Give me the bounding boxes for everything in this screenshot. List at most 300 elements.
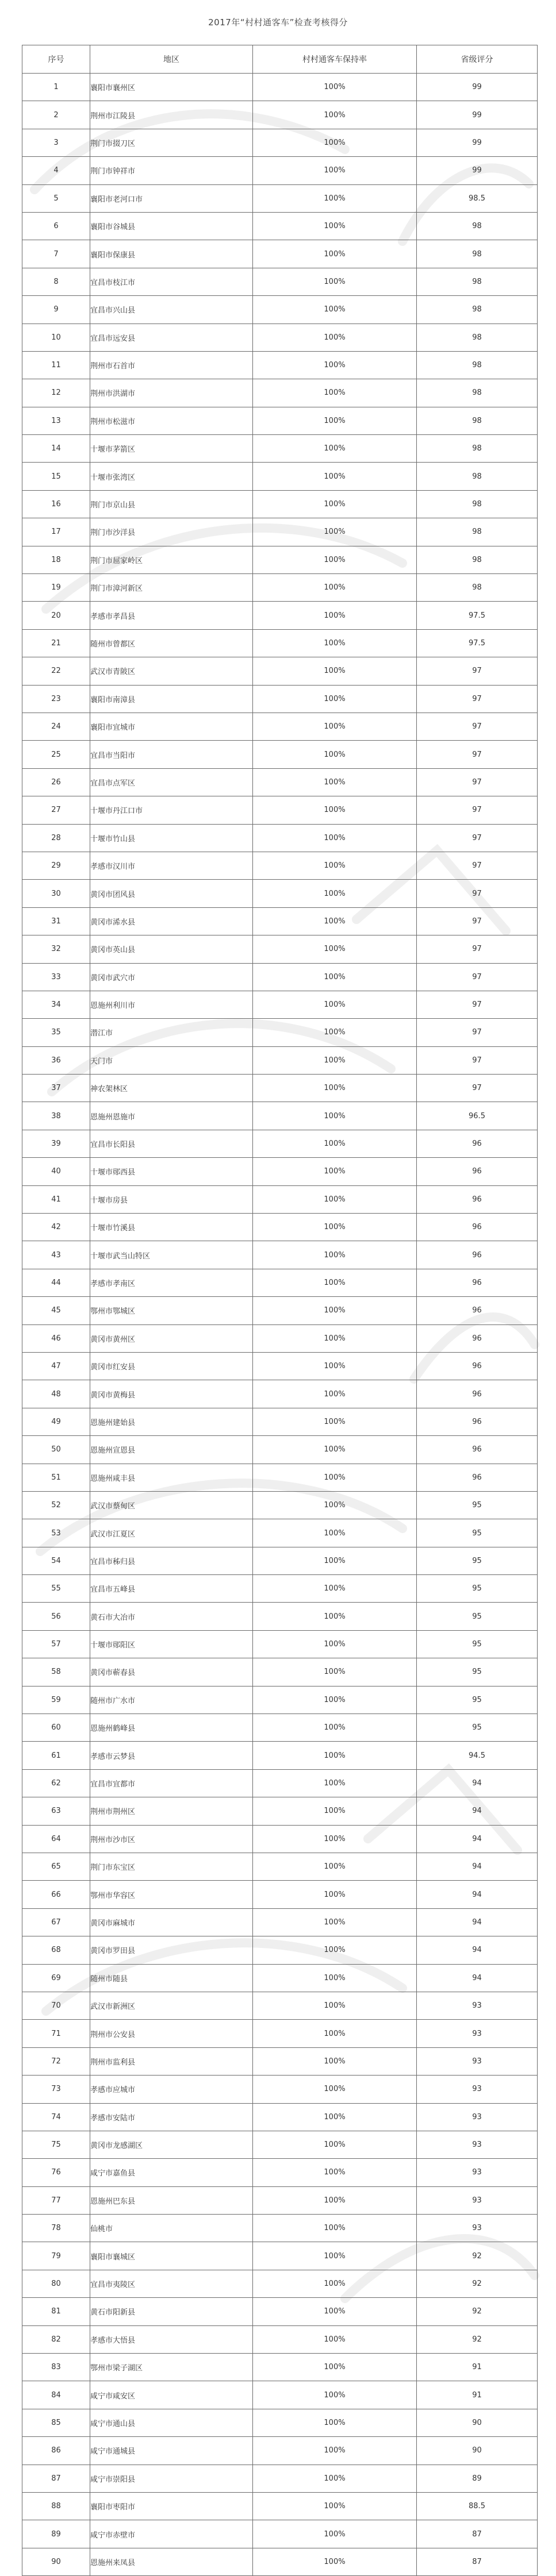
row-region: 鄂州市华容区 (90, 1881, 253, 1908)
row-number: 52 (22, 1491, 90, 1519)
row-rate: 100% (253, 2047, 417, 2075)
table-row (22, 685, 538, 713)
table-row (22, 2437, 538, 2465)
table-row (22, 2131, 538, 2158)
row-region: 荆门市京山县 (90, 490, 253, 518)
table-row (22, 1603, 538, 1630)
row-rate: 100% (253, 1964, 417, 1992)
row-region: 仙桃市 (90, 2215, 253, 2242)
row-score: 94 (417, 1797, 538, 1825)
row-score: 96 (417, 1297, 538, 1324)
table-row (22, 1324, 538, 1352)
row-rate: 100% (253, 2020, 417, 2047)
row-region: 十堰市茅箭区 (90, 435, 253, 463)
row-rate: 100% (253, 379, 417, 407)
table-row (22, 1464, 538, 1491)
row-rate: 100% (253, 1881, 417, 1908)
row-number: 81 (22, 2298, 90, 2325)
row-rate: 100% (253, 184, 417, 212)
row-score: 93 (417, 2159, 538, 2186)
row-region: 黄冈市浠水县 (90, 907, 253, 935)
row-number: 19 (22, 574, 90, 602)
row-rate: 100% (253, 657, 417, 685)
row-number: 4 (22, 157, 90, 184)
row-number: 15 (22, 463, 90, 490)
row-number: 36 (22, 1046, 90, 1074)
row-region: 荆门市屈家岭区 (90, 546, 253, 573)
row-rate: 100% (253, 1992, 417, 2019)
table-row (22, 2381, 538, 2409)
row-score: 97.5 (417, 602, 538, 629)
row-region: 黄冈市英山县 (90, 935, 253, 963)
row-score: 94 (417, 1908, 538, 1936)
row-score: 98 (417, 574, 538, 602)
row-score: 98 (417, 212, 538, 240)
row-rate: 100% (253, 1185, 417, 1213)
row-score: 93 (417, 2186, 538, 2214)
row-region: 神农架林区 (90, 1075, 253, 1102)
row-rate: 100% (253, 268, 417, 295)
row-score: 97 (417, 1046, 538, 1074)
row-region: 襄阳市襄城区 (90, 2242, 253, 2270)
row-rate: 100% (253, 1853, 417, 1881)
row-number: 6 (22, 212, 90, 240)
row-number: 59 (22, 1686, 90, 1714)
table-row (22, 1130, 538, 1157)
row-rate: 100% (253, 463, 417, 490)
row-score: 93 (417, 2103, 538, 2131)
row-region: 天门市 (90, 1046, 253, 1074)
row-region: 宜昌市兴山县 (90, 296, 253, 324)
table-row (22, 2354, 538, 2381)
row-number: 73 (22, 2076, 90, 2103)
row-rate: 100% (253, 1547, 417, 1574)
table-row (22, 296, 538, 324)
row-rate: 100% (253, 1324, 417, 1352)
row-number: 10 (22, 324, 90, 351)
row-region: 随州市随县 (90, 1964, 253, 1992)
row-region: 咸宁市崇阳县 (90, 2465, 253, 2492)
row-rate: 100% (253, 2131, 417, 2158)
row-region: 荆州市荆州区 (90, 1797, 253, 1825)
row-score: 96 (417, 1464, 538, 1491)
row-rate: 100% (253, 1797, 417, 1825)
header-rate: 村村通客车保持率 (253, 45, 417, 74)
table-row (22, 880, 538, 907)
row-rate: 100% (253, 157, 417, 184)
table-row (22, 713, 538, 740)
table-row (22, 407, 538, 434)
row-rate: 100% (253, 2520, 417, 2548)
row-rate: 100% (253, 1714, 417, 1742)
row-rate: 100% (253, 2548, 417, 2575)
row-region: 十堰市郧阳区 (90, 1630, 253, 1658)
table-row (22, 1241, 538, 1269)
row-score: 91 (417, 2354, 538, 2381)
row-number: 39 (22, 1130, 90, 1157)
row-rate: 100% (253, 490, 417, 518)
row-rate: 100% (253, 518, 417, 546)
row-rate: 100% (253, 324, 417, 351)
table-row (22, 1102, 538, 1130)
table-row (22, 768, 538, 796)
row-region: 恩施州来凤县 (90, 2548, 253, 2575)
table-row (22, 991, 538, 1018)
row-number: 90 (22, 2548, 90, 2575)
row-number: 46 (22, 1324, 90, 1352)
row-number: 82 (22, 2325, 90, 2353)
row-rate: 100% (253, 713, 417, 740)
row-rate: 100% (253, 907, 417, 935)
table-row (22, 463, 538, 490)
row-region: 孝感市应城市 (90, 2076, 253, 2103)
row-region: 宜昌市秭归县 (90, 1547, 253, 1574)
header-score: 省级评分 (417, 45, 538, 74)
row-score: 95 (417, 1491, 538, 1519)
row-region: 襄阳市枣阳市 (90, 2492, 253, 2520)
row-score: 97.5 (417, 629, 538, 657)
row-number: 89 (22, 2520, 90, 2548)
table-row (22, 157, 538, 184)
row-rate: 100% (253, 1464, 417, 1491)
row-score: 96 (417, 1130, 538, 1157)
row-score: 93 (417, 2047, 538, 2075)
row-region: 孝感市安陆市 (90, 2103, 253, 2131)
row-number: 8 (22, 268, 90, 295)
table-row (22, 2548, 538, 2575)
table-row (22, 907, 538, 935)
row-score: 98 (417, 490, 538, 518)
table-row (22, 518, 538, 546)
table-row (22, 129, 538, 156)
row-score: 97 (417, 991, 538, 1018)
row-region: 襄阳市老河口市 (90, 184, 253, 212)
table-row (22, 2270, 538, 2297)
row-region: 十堰市张湾区 (90, 463, 253, 490)
row-score: 97 (417, 741, 538, 768)
row-score: 90 (417, 2437, 538, 2465)
row-score: 97 (417, 1019, 538, 1046)
row-rate: 100% (253, 2076, 417, 2103)
row-score: 92 (417, 2270, 538, 2297)
row-region: 恩施州建始县 (90, 1408, 253, 1435)
row-score: 94 (417, 1936, 538, 1964)
row-region: 宜昌市枝江市 (90, 268, 253, 295)
row-number: 49 (22, 1408, 90, 1435)
table-row (22, 1992, 538, 2019)
row-rate: 100% (253, 796, 417, 824)
row-region: 咸宁市通山县 (90, 2409, 253, 2436)
row-rate: 100% (253, 629, 417, 657)
table-row (22, 2215, 538, 2242)
row-rate: 100% (253, 2354, 417, 2381)
row-number: 69 (22, 1964, 90, 1992)
row-region: 潜江市 (90, 1019, 253, 1046)
table-row (22, 1075, 538, 1102)
row-region: 武汉市江夏区 (90, 1519, 253, 1547)
row-region: 宜昌市长阳县 (90, 1130, 253, 1157)
row-region: 荆州市石首市 (90, 351, 253, 379)
table-row (22, 379, 538, 407)
row-score: 95 (417, 1686, 538, 1714)
row-number: 44 (22, 1269, 90, 1296)
row-score: 98 (417, 463, 538, 490)
row-region: 咸宁市咸安区 (90, 2381, 253, 2409)
row-region: 咸宁市赤壁市 (90, 2520, 253, 2548)
row-number: 20 (22, 602, 90, 629)
table-row (22, 602, 538, 629)
row-score: 89 (417, 2465, 538, 2492)
row-rate: 100% (253, 74, 417, 101)
row-number: 61 (22, 1742, 90, 1769)
table-row (22, 240, 538, 268)
row-score: 97 (417, 796, 538, 824)
table-row (22, 1214, 538, 1241)
row-number: 28 (22, 824, 90, 852)
row-score: 91 (417, 2381, 538, 2409)
row-region: 孝感市孝南区 (90, 1269, 253, 1296)
table-row (22, 2298, 538, 2325)
row-rate: 100% (253, 1769, 417, 1797)
row-score: 87 (417, 2520, 538, 2548)
row-rate: 100% (253, 212, 417, 240)
row-region: 黄冈市武穴市 (90, 963, 253, 991)
row-number: 23 (22, 685, 90, 713)
row-rate: 100% (253, 2437, 417, 2465)
row-rate: 100% (253, 240, 417, 268)
row-number: 37 (22, 1075, 90, 1102)
row-rate: 100% (253, 2325, 417, 2353)
row-region: 襄阳市宜城市 (90, 713, 253, 740)
row-region: 荆州市沙市区 (90, 1825, 253, 1853)
row-number: 53 (22, 1519, 90, 1547)
row-region: 荆门市钟祥市 (90, 157, 253, 184)
row-region: 黄冈市罗田县 (90, 1936, 253, 1964)
table-row (22, 2076, 538, 2103)
row-rate: 100% (253, 2492, 417, 2520)
row-rate: 100% (253, 1936, 417, 1964)
row-region: 随州市曾都区 (90, 629, 253, 657)
row-region: 荆州市公安县 (90, 2020, 253, 2047)
row-rate: 100% (253, 2465, 417, 2492)
row-score: 94 (417, 1769, 538, 1797)
row-score: 94 (417, 1853, 538, 1881)
row-rate: 100% (253, 935, 417, 963)
table-row (22, 1408, 538, 1435)
row-rate: 100% (253, 296, 417, 324)
table-row (22, 1714, 538, 1742)
row-number: 79 (22, 2242, 90, 2270)
row-region: 武汉市青陂区 (90, 657, 253, 685)
row-rate: 100% (253, 1908, 417, 1936)
row-number: 54 (22, 1547, 90, 1574)
table-row (22, 2242, 538, 2270)
table-row (22, 2465, 538, 2492)
row-score: 98.5 (417, 184, 538, 212)
row-region: 随州市广水市 (90, 1686, 253, 1714)
row-score: 88.5 (417, 2492, 538, 2520)
row-rate: 100% (253, 546, 417, 573)
row-rate: 100% (253, 2270, 417, 2297)
row-rate: 100% (253, 2215, 417, 2242)
row-region: 咸宁市通城县 (90, 2437, 253, 2465)
row-score: 97 (417, 963, 538, 991)
row-number: 62 (22, 1769, 90, 1797)
row-score: 98 (417, 240, 538, 268)
row-score: 97 (417, 935, 538, 963)
row-score: 97 (417, 685, 538, 713)
row-number: 74 (22, 2103, 90, 2131)
row-number: 75 (22, 2131, 90, 2158)
row-region: 荆门市漳河新区 (90, 574, 253, 602)
row-number: 5 (22, 184, 90, 212)
table-row (22, 1769, 538, 1797)
row-region: 十堰市房县 (90, 1185, 253, 1213)
table-row (22, 1964, 538, 1992)
row-number: 72 (22, 2047, 90, 2075)
row-score: 92 (417, 2298, 538, 2325)
row-region: 十堰市竹山县 (90, 824, 253, 852)
row-region: 荆门市东宝区 (90, 1853, 253, 1881)
table-row (22, 1936, 538, 1964)
row-number: 77 (22, 2186, 90, 2214)
table-row (22, 1908, 538, 1936)
row-region: 襄阳市保康县 (90, 240, 253, 268)
row-rate: 100% (253, 1102, 417, 1130)
row-region: 恩施州利川市 (90, 991, 253, 1018)
row-number: 55 (22, 1575, 90, 1603)
row-region: 黄冈市黄州区 (90, 1324, 253, 1352)
row-number: 12 (22, 379, 90, 407)
row-rate: 100% (253, 602, 417, 629)
table-row (22, 741, 538, 768)
row-score: 98 (417, 435, 538, 463)
row-score: 96 (417, 1380, 538, 1408)
table-row (22, 2103, 538, 2131)
row-rate: 100% (253, 991, 417, 1018)
row-region: 十堰市武当山特区 (90, 1241, 253, 1269)
row-score: 97 (417, 880, 538, 907)
row-score: 95 (417, 1630, 538, 1658)
row-score: 96 (417, 1324, 538, 1352)
row-score: 94 (417, 1825, 538, 1853)
row-rate: 100% (253, 1214, 417, 1241)
row-number: 3 (22, 129, 90, 156)
row-rate: 100% (253, 1380, 417, 1408)
row-score: 96 (417, 1352, 538, 1380)
table-row (22, 268, 538, 295)
table-row (22, 1686, 538, 1714)
row-rate: 100% (253, 1686, 417, 1714)
row-score: 97 (417, 907, 538, 935)
row-region: 宜昌市宜都市 (90, 1769, 253, 1797)
row-number: 65 (22, 1853, 90, 1881)
table-row (22, 2409, 538, 2436)
row-region: 恩施州咸丰县 (90, 1464, 253, 1491)
row-number: 78 (22, 2215, 90, 2242)
row-region: 黄冈市红安县 (90, 1352, 253, 1380)
table-row (22, 2492, 538, 2520)
row-region: 武汉市新洲区 (90, 1992, 253, 2019)
table-row (22, 324, 538, 351)
row-region: 荆州市洪湖市 (90, 379, 253, 407)
row-region: 孝感市汉川市 (90, 852, 253, 879)
table-row (22, 1269, 538, 1296)
table-row (22, 1019, 538, 1046)
row-rate: 100% (253, 1019, 417, 1046)
table-row (22, 1380, 538, 1408)
row-number: 25 (22, 741, 90, 768)
row-score: 95 (417, 1603, 538, 1630)
row-score: 93 (417, 2076, 538, 2103)
table-row (22, 1742, 538, 1769)
row-score: 99 (417, 157, 538, 184)
row-region: 宜昌市夷陵区 (90, 2270, 253, 2297)
row-number: 86 (22, 2437, 90, 2465)
row-score: 95 (417, 1575, 538, 1603)
row-score: 98 (417, 546, 538, 573)
row-rate: 100% (253, 1630, 417, 1658)
header-no: 序号 (22, 45, 90, 74)
row-rate: 100% (253, 880, 417, 907)
row-number: 51 (22, 1464, 90, 1491)
row-number: 68 (22, 1936, 90, 1964)
table-row (22, 1436, 538, 1464)
row-number: 27 (22, 796, 90, 824)
row-score: 98 (417, 324, 538, 351)
row-score: 97 (417, 713, 538, 740)
table-row (22, 435, 538, 463)
row-region: 黄石市阳新县 (90, 2298, 253, 2325)
row-score: 87 (417, 2548, 538, 2575)
row-score: 93 (417, 2131, 538, 2158)
row-score: 96 (417, 1436, 538, 1464)
row-region: 咸宁市嘉鱼县 (90, 2159, 253, 2186)
row-number: 60 (22, 1714, 90, 1742)
row-rate: 100% (253, 1742, 417, 1769)
row-rate: 100% (253, 1158, 417, 1185)
row-number: 88 (22, 2492, 90, 2520)
row-number: 70 (22, 1992, 90, 2019)
row-number: 45 (22, 1297, 90, 1324)
row-number: 24 (22, 713, 90, 740)
row-rate: 100% (253, 351, 417, 379)
row-number: 50 (22, 1436, 90, 1464)
row-region: 恩施州恩施市 (90, 1102, 253, 1130)
row-rate: 100% (253, 824, 417, 852)
row-region: 襄阳市谷城县 (90, 212, 253, 240)
table-row (22, 2520, 538, 2548)
row-rate: 100% (253, 2381, 417, 2409)
row-rate: 100% (253, 1658, 417, 1686)
table-row (22, 2186, 538, 2214)
row-number: 76 (22, 2159, 90, 2186)
row-score: 96.5 (417, 1102, 538, 1130)
row-region: 恩施州鹤峰县 (90, 1714, 253, 1742)
row-region: 孝感市云梦县 (90, 1742, 253, 1769)
row-number: 34 (22, 991, 90, 1018)
row-region: 荆门市沙洋县 (90, 518, 253, 546)
table-row (22, 74, 538, 101)
row-score: 98 (417, 268, 538, 295)
table-row (22, 546, 538, 573)
row-score: 99 (417, 74, 538, 101)
row-number: 32 (22, 935, 90, 963)
row-number: 43 (22, 1241, 90, 1269)
table-row (22, 1158, 538, 1185)
table-row (22, 1491, 538, 1519)
row-number: 7 (22, 240, 90, 268)
